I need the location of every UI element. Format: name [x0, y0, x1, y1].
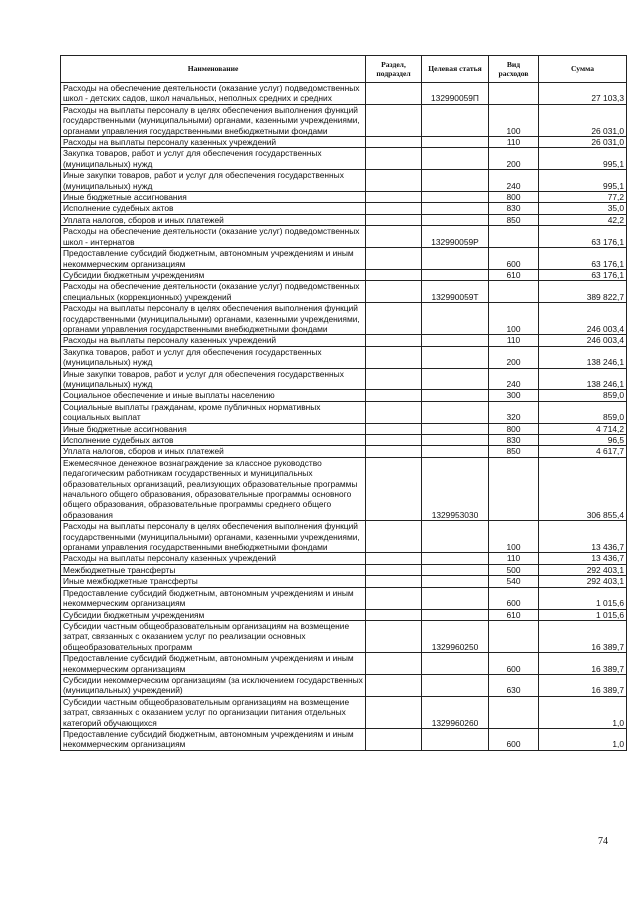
row-target: 132990059Р [422, 226, 489, 248]
row-type: 610 [489, 269, 539, 280]
table-row [61, 620, 627, 652]
row-type: 200 [489, 148, 539, 170]
row-section [366, 148, 422, 170]
row-name: Межбюджетные трансферты [61, 564, 366, 575]
row-type: 600 [489, 728, 539, 750]
row-sum: 16 389,7 [539, 653, 627, 675]
row-section [366, 423, 422, 434]
row-target [422, 587, 489, 609]
row-target [422, 401, 489, 423]
row-type: 850 [489, 446, 539, 457]
header-sum: Сумма [539, 56, 627, 83]
row-section [366, 390, 422, 401]
row-target: 1329953030 [422, 457, 489, 520]
row-type: 110 [489, 137, 539, 148]
table-row [61, 226, 627, 248]
row-section [366, 564, 422, 575]
row-name: Расходы на обеспечение деятельности (оказание услуг) подведомственных специальных (коррекционных) учреждений [61, 281, 366, 303]
row-target [422, 346, 489, 368]
row-sum: 292 403,1 [539, 564, 627, 575]
row-target [422, 564, 489, 575]
row-name: Ежемесячное денежное вознаграждение за классное руководство педагогическим работникам государственных и муниципальных образовательных организаций, реализующих образовательные программы начального общего образования, образовательные программы основного общего образования, образовательные программы среднего общего образования [61, 457, 366, 520]
row-target [422, 148, 489, 170]
table-row [61, 653, 627, 675]
row-type: 830 [489, 203, 539, 214]
row-type [489, 457, 539, 520]
row-section [366, 137, 422, 148]
row-type [489, 226, 539, 248]
row-sum: 389 822,7 [539, 281, 627, 303]
row-name: Субсидии бюджетным учреждениям [61, 609, 366, 620]
row-target [422, 423, 489, 434]
row-type [489, 83, 539, 105]
row-name: Предоставление субсидий бюджетным, автономным учреждениям и иным некоммерческим организациям [61, 587, 366, 609]
row-target [422, 203, 489, 214]
row-type: 500 [489, 564, 539, 575]
row-target [422, 137, 489, 148]
row-target [422, 446, 489, 457]
table-row [61, 609, 627, 620]
table-row [61, 303, 627, 335]
row-section [366, 521, 422, 553]
header-section: Раздел, подраздел [366, 56, 422, 83]
row-target [422, 214, 489, 225]
row-sum: 63 176,1 [539, 269, 627, 280]
row-name: Расходы на выплаты персоналу казенных учреждений [61, 553, 366, 564]
row-sum: 306 855,4 [539, 457, 627, 520]
row-name: Субсидии бюджетным учреждениям [61, 269, 366, 280]
row-sum: 27 103,3 [539, 83, 627, 105]
row-name: Исполнение судебных актов [61, 203, 366, 214]
table-row [61, 423, 627, 434]
row-sum: 35,0 [539, 203, 627, 214]
row-name: Закупка товаров, работ и услуг для обеспечения государственных (муниципальных) нужд [61, 346, 366, 368]
row-section [366, 269, 422, 280]
row-section [366, 457, 422, 520]
table-row [61, 446, 627, 457]
row-name: Субсидии частным общеобразовательным организациям на возмещение затрат, связанных с оказанием услуг по реализации основных общеобразовательных программ [61, 620, 366, 652]
row-name: Закупка товаров, работ и услуг для обеспечения государственных (муниципальных) нужд [61, 148, 366, 170]
row-sum: 246 003,4 [539, 335, 627, 346]
row-type: 240 [489, 170, 539, 192]
table-row [61, 335, 627, 346]
row-sum: 138 246,1 [539, 346, 627, 368]
row-name: Иные закупки товаров, работ и услуг для обеспечения государственных (муниципальных) нужд [61, 170, 366, 192]
row-name: Иные закупки товаров, работ и услуг для обеспечения государственных (муниципальных) нужд [61, 368, 366, 390]
table-row [61, 435, 627, 446]
row-sum: 26 031,0 [539, 104, 627, 136]
table-row [61, 696, 627, 728]
row-name: Уплата налогов, сборов и иных платежей [61, 446, 366, 457]
row-target [422, 269, 489, 280]
row-section [366, 303, 422, 335]
row-target [422, 170, 489, 192]
row-section [366, 653, 422, 675]
row-target [422, 104, 489, 136]
row-section [366, 83, 422, 105]
row-section [366, 214, 422, 225]
row-sum: 1 015,6 [539, 609, 627, 620]
row-section [366, 104, 422, 136]
table-row [61, 148, 627, 170]
table-row [61, 553, 627, 564]
row-target [422, 368, 489, 390]
row-section [366, 674, 422, 696]
table-row [61, 521, 627, 553]
row-name: Расходы на выплаты персоналу в целях обеспечения выполнения функций государственными (муниципальными) органами, казенными учреждениями, органами управления государственными внебюджетными фондами [61, 521, 366, 553]
header-type: Вид расходов [489, 56, 539, 83]
table-row [61, 170, 627, 192]
row-sum: 63 176,1 [539, 248, 627, 270]
row-target: 132990059П [422, 83, 489, 105]
budget-table [60, 55, 627, 751]
row-sum: 4 617,7 [539, 446, 627, 457]
row-section [366, 203, 422, 214]
row-name: Предоставление субсидий бюджетным, автономным учреждениям и иным некоммерческим организациям [61, 728, 366, 750]
row-sum: 859,0 [539, 401, 627, 423]
row-target [422, 674, 489, 696]
table-row [61, 457, 627, 520]
row-target [422, 435, 489, 446]
row-section [366, 368, 422, 390]
table-row [61, 576, 627, 587]
row-type [489, 281, 539, 303]
table-row [61, 564, 627, 575]
row-name: Исполнение судебных актов [61, 435, 366, 446]
row-section [366, 346, 422, 368]
row-section [366, 170, 422, 192]
table-header-row [61, 56, 627, 83]
row-type: 630 [489, 674, 539, 696]
row-type: 320 [489, 401, 539, 423]
row-target: 1329960260 [422, 696, 489, 728]
table-row [61, 203, 627, 214]
table-row [61, 83, 627, 105]
row-section [366, 226, 422, 248]
row-section [366, 446, 422, 457]
row-sum: 13 436,7 [539, 553, 627, 564]
row-type: 600 [489, 248, 539, 270]
table-row [61, 401, 627, 423]
row-name: Предоставление субсидий бюджетным, автономным учреждениям и иным некоммерческим организациям [61, 248, 366, 270]
row-name: Иные межбюджетные трансферты [61, 576, 366, 587]
row-name: Социальные выплаты гражданам, кроме публичных нормативных социальных выплат [61, 401, 366, 423]
table-row [61, 192, 627, 203]
row-type: 830 [489, 435, 539, 446]
header-name: Наименование [61, 56, 366, 83]
row-target: 1329960250 [422, 620, 489, 652]
table-row [61, 137, 627, 148]
row-target [422, 576, 489, 587]
row-section [366, 587, 422, 609]
row-name: Расходы на выплаты персоналу казенных учреждений [61, 137, 366, 148]
row-target [422, 303, 489, 335]
row-sum: 26 031,0 [539, 137, 627, 148]
row-type: 800 [489, 192, 539, 203]
row-type: 800 [489, 423, 539, 434]
row-type: 610 [489, 609, 539, 620]
row-sum: 63 176,1 [539, 226, 627, 248]
row-sum: 246 003,4 [539, 303, 627, 335]
row-sum: 1,0 [539, 728, 627, 750]
row-name: Расходы на выплаты персоналу в целях обеспечения выполнения функций государственными (муниципальными) органами, казенными учреждениями, органами управления государственными внебюджетными фондами [61, 104, 366, 136]
row-name: Субсидии некоммерческим организациям (за исключением государственных (муниципальных) учреждений) [61, 674, 366, 696]
row-sum: 96,5 [539, 435, 627, 446]
row-sum: 42,2 [539, 214, 627, 225]
row-name: Уплата налогов, сборов и иных платежей [61, 214, 366, 225]
row-type: 100 [489, 104, 539, 136]
row-type: 240 [489, 368, 539, 390]
budget-table-page [60, 55, 626, 751]
row-section [366, 401, 422, 423]
table-row [61, 281, 627, 303]
row-name: Расходы на обеспечение деятельности (оказание услуг) подведомственных школ - интернатов [61, 226, 366, 248]
row-section [366, 728, 422, 750]
row-type: 110 [489, 553, 539, 564]
row-target [422, 521, 489, 553]
table-row [61, 248, 627, 270]
row-name: Расходы на выплаты персоналу в целях обеспечения выполнения функций государственными (муниципальными) органами, казенными учреждениями, органами управления государственными внебюджетными фондами [61, 303, 366, 335]
row-section [366, 435, 422, 446]
header-target: Целевая статья [422, 56, 489, 83]
row-name: Иные бюджетные ассигнования [61, 192, 366, 203]
row-sum: 1 015,6 [539, 587, 627, 609]
table-row [61, 104, 627, 136]
row-name: Иные бюджетные ассигнования [61, 423, 366, 434]
row-sum: 138 246,1 [539, 368, 627, 390]
row-name: Предоставление субсидий бюджетным, автономным учреждениям и иным некоммерческим организациям [61, 653, 366, 675]
row-section [366, 620, 422, 652]
row-target [422, 609, 489, 620]
row-sum: 16 389,7 [539, 674, 627, 696]
row-type: 100 [489, 303, 539, 335]
row-section [366, 192, 422, 203]
row-target [422, 728, 489, 750]
row-type: 600 [489, 653, 539, 675]
table-row [61, 587, 627, 609]
row-type: 110 [489, 335, 539, 346]
row-name: Субсидии частным общеобразовательным организациям на возмещение затрат, связанных с оказанием услуг по организации питания отдельных категорий обучающихся [61, 696, 366, 728]
row-type: 300 [489, 390, 539, 401]
row-type [489, 696, 539, 728]
row-target [422, 192, 489, 203]
table-row [61, 390, 627, 401]
table-row [61, 728, 627, 750]
row-section [366, 609, 422, 620]
row-target [422, 553, 489, 564]
row-name: Расходы на обеспечение деятельности (оказание услуг) подведомственных школ - детских садов, школ начальных, неполных средних и средних [61, 83, 366, 105]
row-name: Расходы на выплаты персоналу казенных учреждений [61, 335, 366, 346]
row-sum: 292 403,1 [539, 576, 627, 587]
row-type [489, 620, 539, 652]
row-section [366, 335, 422, 346]
row-target [422, 335, 489, 346]
row-section [366, 281, 422, 303]
row-sum: 4 714,2 [539, 423, 627, 434]
row-target: 132990059Т [422, 281, 489, 303]
row-name: Социальное обеспечение и иные выплаты населению [61, 390, 366, 401]
row-sum: 13 436,7 [539, 521, 627, 553]
row-section [366, 248, 422, 270]
row-type: 200 [489, 346, 539, 368]
row-type: 600 [489, 587, 539, 609]
table-row [61, 346, 627, 368]
row-type: 100 [489, 521, 539, 553]
row-target [422, 653, 489, 675]
row-section [366, 553, 422, 564]
row-sum: 1,0 [539, 696, 627, 728]
row-section [366, 696, 422, 728]
row-type: 540 [489, 576, 539, 587]
table-row [61, 214, 627, 225]
table-row [61, 674, 627, 696]
row-sum: 16 389,7 [539, 620, 627, 652]
row-target [422, 390, 489, 401]
row-sum: 859,0 [539, 390, 627, 401]
row-sum: 995,1 [539, 148, 627, 170]
row-section [366, 576, 422, 587]
row-type: 850 [489, 214, 539, 225]
table-row [61, 368, 627, 390]
row-sum: 77,2 [539, 192, 627, 203]
page-number: 74 [598, 836, 608, 847]
row-sum: 995,1 [539, 170, 627, 192]
row-target [422, 248, 489, 270]
table-row [61, 269, 627, 280]
